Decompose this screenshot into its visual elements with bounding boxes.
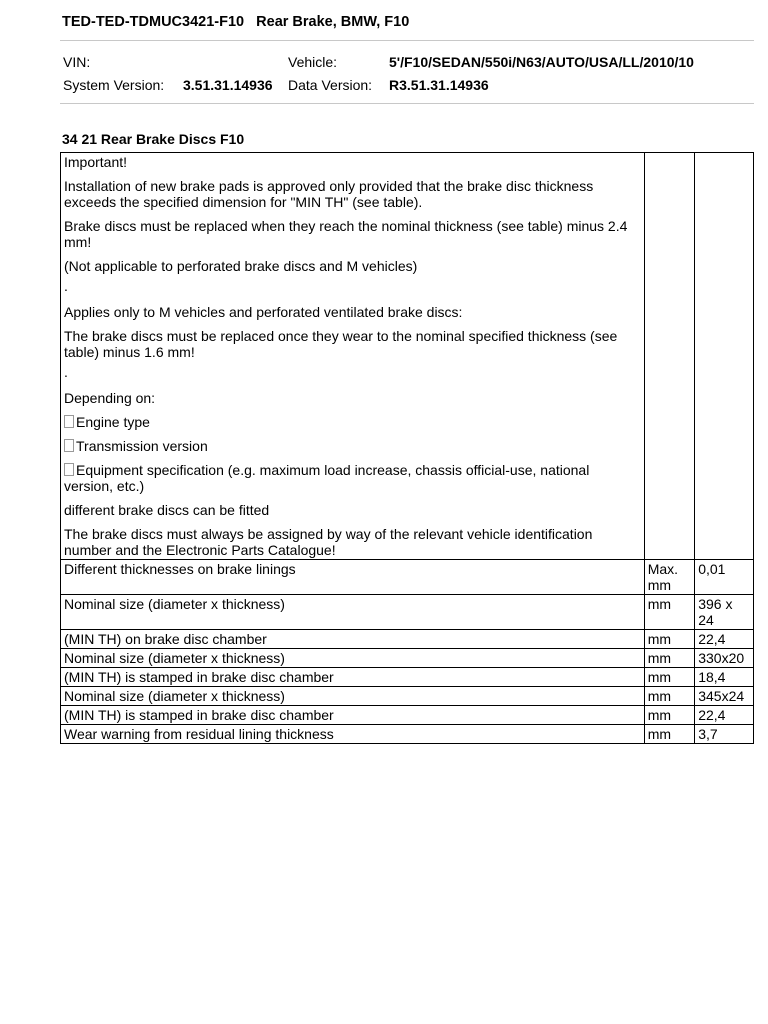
- note-paragraph: [64, 390, 641, 406]
- row-value: 330x20: [695, 649, 754, 668]
- header-divider: [60, 40, 754, 41]
- checkbox-bullet-icon: [64, 463, 74, 476]
- row-value: 22,4: [695, 706, 754, 725]
- data-version-label: Data Version:: [288, 77, 373, 93]
- row-unit: Max. mm: [644, 560, 695, 595]
- row-value: 22,4: [695, 630, 754, 649]
- vin-label: VIN:: [63, 54, 91, 70]
- table-row: [61, 668, 754, 687]
- checkbox-bullet-icon: [64, 415, 74, 428]
- note-text: Brake discs must be replaced when they reach the nominal thickness (see table) minus 2.4 mm!: [64, 218, 628, 250]
- notes-row: [61, 153, 754, 560]
- note-text: (Not applicable to perforated brake discs and M vehicles): [64, 258, 418, 274]
- note-bullet-item: [64, 462, 641, 494]
- note-paragraph: [64, 364, 641, 380]
- row-unit: mm: [644, 595, 695, 630]
- row-value: 18,4: [695, 668, 754, 687]
- note-text: different brake discs can be fitted: [64, 502, 270, 518]
- note-text: Depending on:: [64, 390, 156, 406]
- table-row: [61, 649, 754, 668]
- document-title: TED-TED-TDMUC3421-F10 Rear Brake, BMW, F10: [62, 14, 410, 30]
- row-description: Nominal size (diameter x thickness): [61, 687, 645, 706]
- row-unit: mm: [644, 725, 695, 744]
- notes-unit-cell: [644, 153, 695, 560]
- note-text: Installation of new brake pads is approved only provided that the brake disc thickness exceeds the specified dimension for "MIN TH" (see table).: [64, 178, 594, 210]
- note-paragraph: [64, 178, 641, 210]
- table-row: [61, 687, 754, 706]
- note-paragraph: [64, 278, 641, 294]
- note-paragraph: [64, 154, 641, 170]
- row-description: Nominal size (diameter x thickness): [61, 649, 645, 668]
- row-value: 3,7: [695, 725, 754, 744]
- note-paragraph: [64, 526, 641, 558]
- note-bullet-item: [64, 438, 641, 454]
- note-text: Transmission version: [76, 438, 208, 454]
- row-unit: mm: [644, 649, 695, 668]
- row-unit: mm: [644, 630, 695, 649]
- notes-cell: [61, 153, 645, 560]
- note-text: Engine type: [76, 414, 150, 430]
- data-version-value: R3.51.31.14936: [389, 77, 489, 93]
- table-row: [61, 595, 754, 630]
- note-paragraph: [64, 218, 641, 250]
- note-text: Equipment specification (e.g. maximum load increase, chassis official-use, national version, etc.): [64, 462, 590, 494]
- table-row: [61, 560, 754, 595]
- row-unit: mm: [644, 706, 695, 725]
- table-row: [61, 706, 754, 725]
- system-version-label: System Version:: [63, 77, 165, 93]
- table-row: [61, 725, 754, 744]
- vehicle-label: Vehicle:: [288, 54, 338, 70]
- note-text: Important!: [64, 154, 128, 170]
- row-description: (MIN TH) is stamped in brake disc chamber: [61, 668, 645, 687]
- note-paragraph: [64, 502, 641, 518]
- row-unit: mm: [644, 668, 695, 687]
- note-text: Applies only to M vehicles and perforated ventilated brake discs:: [64, 304, 463, 320]
- row-description: (MIN TH) on brake disc chamber: [61, 630, 645, 649]
- system-version-value: 3.51.31.14936: [183, 77, 273, 93]
- row-description: Wear warning from residual lining thickness: [61, 725, 645, 744]
- row-value: 396 x 24: [695, 595, 754, 630]
- vehicle-value: 5'/F10/SEDAN/550i/N63/AUTO/USA/LL/2010/10: [389, 54, 694, 70]
- note-text: The brake discs must be replaced once they wear to the nominal specified thickness (see table) minus 1.6 mm!: [64, 328, 618, 360]
- row-description: Different thicknesses on brake linings: [61, 560, 645, 595]
- note-paragraph: [64, 258, 641, 274]
- section-title: 34 21 Rear Brake Discs F10: [62, 131, 245, 147]
- row-value: 345x24: [695, 687, 754, 706]
- note-text: .: [64, 278, 68, 294]
- row-unit: mm: [644, 687, 695, 706]
- meta-divider: [60, 103, 754, 104]
- note-text: .: [64, 364, 68, 380]
- brake-disc-spec-table: [60, 152, 754, 744]
- row-value: 0,01: [695, 560, 754, 595]
- note-bullet-item: [64, 414, 641, 430]
- row-description: (MIN TH) is stamped in brake disc chamber: [61, 706, 645, 725]
- notes-value-cell: [695, 153, 754, 560]
- note-paragraph: [64, 328, 641, 360]
- row-description: Nominal size (diameter x thickness): [61, 595, 645, 630]
- note-text: The brake discs must always be assigned by way of the relevant vehicle identification number and the Electronic Parts Catalogue!: [64, 526, 593, 558]
- checkbox-bullet-icon: [64, 439, 74, 452]
- note-paragraph: [64, 304, 641, 320]
- table-row: [61, 630, 754, 649]
